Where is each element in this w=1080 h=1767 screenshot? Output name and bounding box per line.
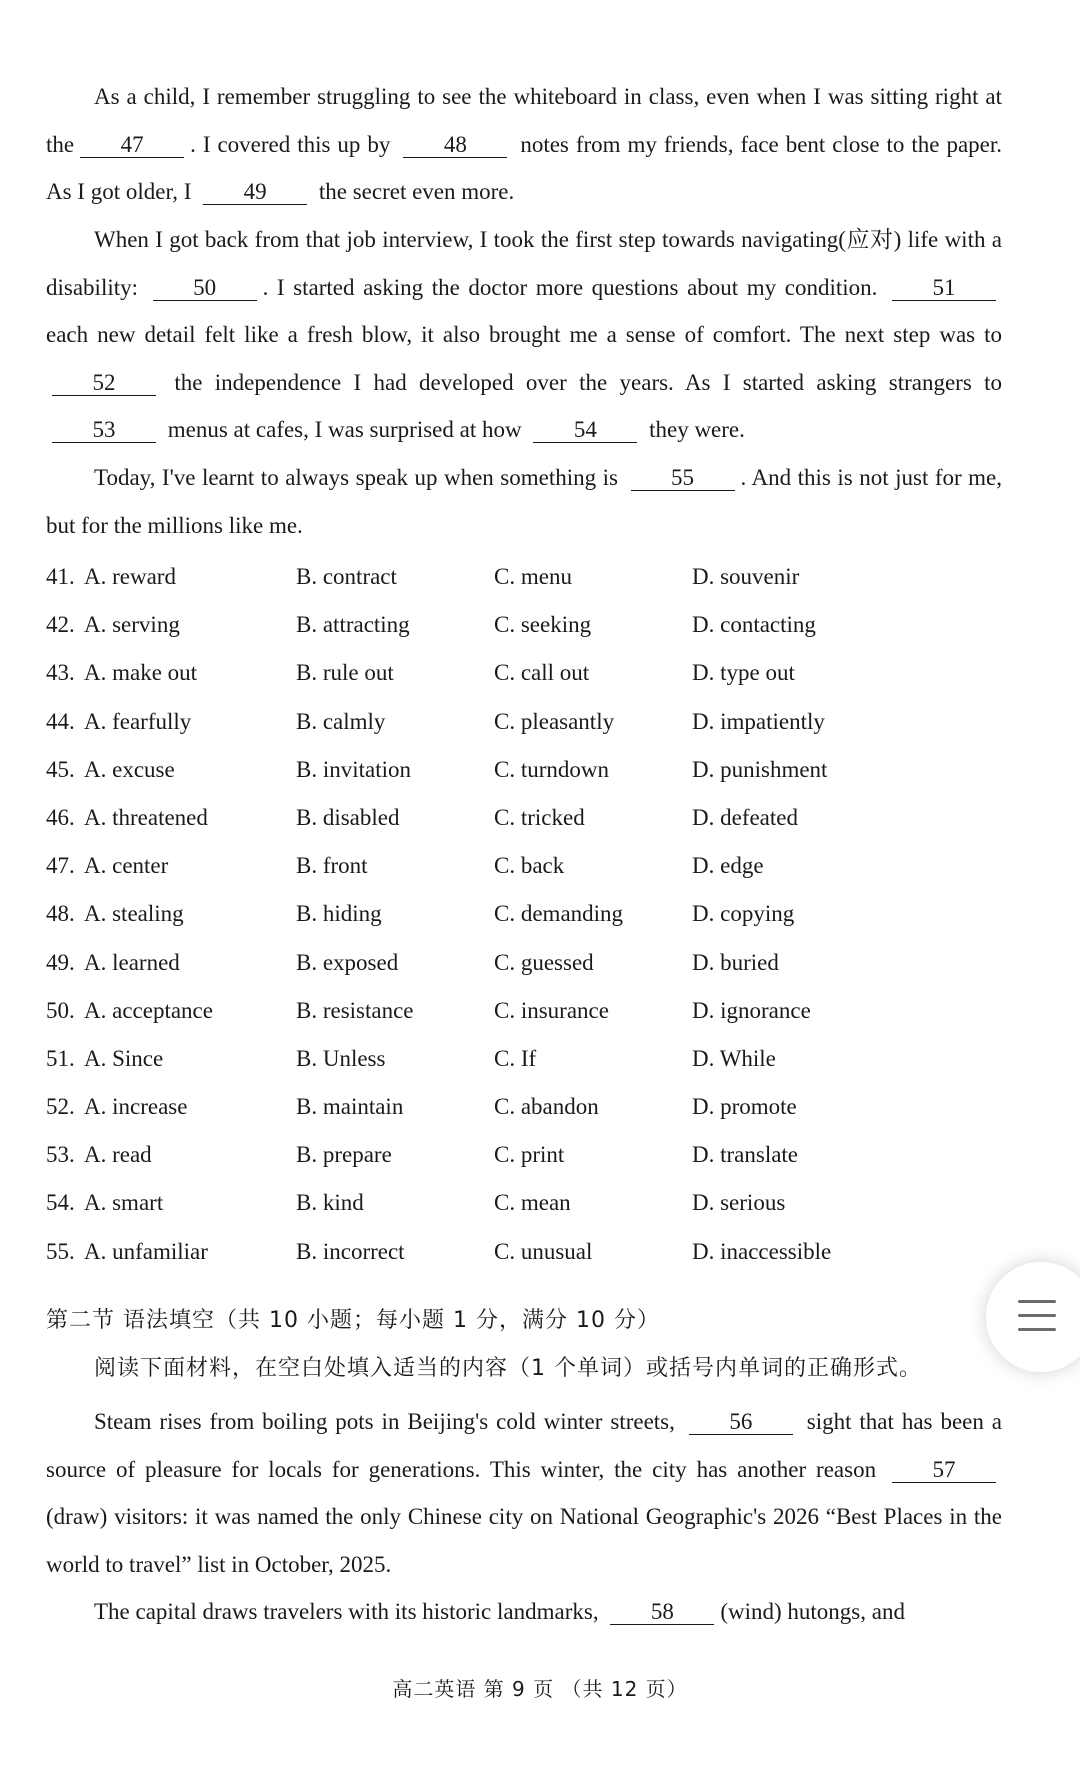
option-row <box>46 1094 946 1142</box>
option-row <box>46 564 946 612</box>
passage-text: The capital draws travelers with its historic landmarks, <box>94 1599 599 1624</box>
option-d: D. type out <box>692 660 795 686</box>
answer-blank: 51 <box>892 276 996 301</box>
option-c: C. demanding <box>494 901 624 927</box>
question-number: 53. <box>46 1142 75 1168</box>
floating-menu-button[interactable] <box>986 1262 1080 1372</box>
option-b: B. resistance <box>296 997 414 1023</box>
answer-blank: 52 <box>52 371 156 396</box>
passage-text: they were. <box>649 417 745 442</box>
option-b: B. attracting <box>296 612 410 638</box>
passage-text: When I got back from that job interview, I took the first step towards navigating(应对) life with a disability: <box>46 227 1002 300</box>
passage2-paragraph-1 <box>46 1398 1002 1588</box>
question-number: 47. <box>46 853 75 879</box>
option-d: D. impatiently <box>692 708 825 734</box>
option-c: C. insurance <box>494 997 609 1023</box>
option-row <box>46 950 946 998</box>
answer-blank: 56 <box>689 1410 793 1435</box>
passage-text: . And this is not just for me, but for the millions like me. <box>46 465 1003 538</box>
question-number: 48. <box>46 901 75 927</box>
option-a: A. Since <box>84 1045 164 1071</box>
question-number: 52. <box>46 1094 75 1120</box>
option-c: C. menu <box>494 564 572 589</box>
passage-text: each new detail felt like a fresh blow, it also brought me a sense of comfort. The next step was to <box>46 322 1002 347</box>
option-b: B. hiding <box>296 901 382 927</box>
question-number: 44. <box>46 708 75 734</box>
passage-text: the secret even more. <box>318 179 515 204</box>
passage-text: menus at cafes, I was surprised at how <box>167 417 522 442</box>
option-d: D. contacting <box>692 612 816 638</box>
option-b: B. rule out <box>296 660 394 686</box>
option-a: A. serving <box>84 612 180 638</box>
answer-blank: 53 <box>52 418 156 443</box>
answer-blank: 49 <box>203 180 307 205</box>
option-b: B. Unless <box>296 1045 386 1071</box>
question-number: 50. <box>46 997 75 1023</box>
answer-blank: 55 <box>631 466 735 491</box>
option-b: B. invitation <box>296 756 411 782</box>
option-d: D. While <box>692 1045 776 1071</box>
option-d: D. translate <box>692 1142 799 1168</box>
option-b: B. exposed <box>296 949 399 975</box>
option-d: D. edge <box>692 853 764 879</box>
option-row <box>46 709 946 757</box>
question-number: 42. <box>46 612 75 638</box>
option-d: D. inaccessible <box>692 1238 832 1264</box>
option-row <box>46 901 946 949</box>
answer-blank: 57 <box>892 1458 996 1483</box>
passage-paragraph-1 <box>46 73 1002 216</box>
option-c: C. mean <box>494 1190 571 1216</box>
option-row <box>46 998 946 1046</box>
option-row <box>46 1190 946 1238</box>
option-c: C. abandon <box>494 1094 599 1120</box>
option-row <box>46 1142 946 1190</box>
option-b: B. front <box>296 853 368 879</box>
answer-blank: 48 <box>403 133 507 158</box>
option-c: C. seeking <box>494 612 592 638</box>
option-row <box>46 612 946 660</box>
option-a: A. read <box>84 1142 152 1168</box>
option-c: C. turndown <box>494 756 609 782</box>
passage-text: As a child, I remember struggling to see the whiteboard in class, even when I was sitting right at the <box>46 84 1002 157</box>
option-row <box>46 1239 946 1287</box>
question-number: 45. <box>46 756 75 782</box>
passage-text: (wind) hutongs, and <box>720 1599 905 1624</box>
option-a: A. unfamiliar <box>84 1238 208 1264</box>
passage-text: . I started asking the doctor more questions about my condition. <box>262 274 878 300</box>
option-d: D. promote <box>692 1094 797 1120</box>
question-number: 41. <box>46 564 75 589</box>
passage-paragraph-3 <box>46 454 1002 549</box>
option-row <box>46 757 946 805</box>
options-list <box>46 564 946 1287</box>
answer-blank: 58 <box>610 1600 714 1625</box>
passage2-paragraph-2 <box>46 1588 1002 1636</box>
option-b: B. disabled <box>296 804 400 830</box>
option-a: A. center <box>84 853 169 879</box>
option-b: B. calmly <box>296 708 386 734</box>
option-row <box>46 660 946 708</box>
answer-blank: 47 <box>80 133 184 158</box>
passage-text: Steam rises from boiling pots in Beijing's cold winter streets, <box>94 1409 675 1434</box>
option-c: C. pleasantly <box>494 708 615 734</box>
option-c: C. print <box>494 1142 565 1168</box>
option-a: A. make out <box>84 660 198 686</box>
question-number: 46. <box>46 804 75 830</box>
option-b: B. kind <box>296 1190 364 1216</box>
option-row <box>46 1046 946 1094</box>
option-c: C. unusual <box>494 1238 593 1264</box>
question-number: 49. <box>46 949 75 975</box>
option-d: D. defeated <box>692 804 798 830</box>
page-footer: 高二英语 第 9 页 （共 12 页） <box>392 1677 688 1701</box>
option-a: A. threatened <box>84 804 208 830</box>
option-d: D. buried <box>692 949 779 975</box>
option-c: C. back <box>494 853 565 879</box>
option-c: C. If <box>494 1045 537 1071</box>
passage-paragraph-2 <box>46 216 1002 454</box>
option-b: B. contract <box>296 564 397 589</box>
passage-text: the independence I had developed over the years. As I started asking strangers to <box>174 369 1003 395</box>
option-b: B. maintain <box>296 1094 404 1120</box>
question-number: 51. <box>46 1045 75 1071</box>
question-number: 43. <box>46 660 75 686</box>
passage-text: sight that has been a source of pleasure for locals for generations. This winter, the city has another reason <box>46 1409 1003 1482</box>
option-a: A. reward <box>84 564 176 589</box>
section-instruction: 阅读下面材料，在空白处填入适当的内容（1 个单词）或括号内单词的正确形式。 <box>94 1356 922 1381</box>
option-d: D. serious <box>692 1190 786 1216</box>
option-b: B. prepare <box>296 1142 392 1168</box>
passage-text: notes from my friends, face bent close to the paper. As I got older, I <box>46 131 1002 204</box>
option-b: B. incorrect <box>296 1238 405 1264</box>
passage-text: . I covered this up by <box>190 131 391 157</box>
option-row <box>46 805 946 853</box>
option-c: C. guessed <box>494 949 594 975</box>
option-row <box>46 853 946 901</box>
option-d: D. copying <box>692 901 795 927</box>
option-d: D. ignorance <box>692 997 811 1023</box>
question-number: 54. <box>46 1190 75 1216</box>
passage-text: (draw) visitors: it was named the only Chinese city on National Geographic's 2026 “Best Places in the world to travel” list in October, 2025. <box>46 1504 1002 1577</box>
answer-blank: 54 <box>533 418 637 443</box>
option-a: A. increase <box>84 1094 188 1120</box>
section-heading: 第二节 语法填空（共 10 小题；每小题 1 分，满分 10 分） <box>46 1308 660 1333</box>
option-d: D. punishment <box>692 756 828 782</box>
option-d: D. souvenir <box>692 564 800 589</box>
question-number: 55. <box>46 1238 75 1264</box>
option-c: C. call out <box>494 660 590 686</box>
option-a: A. stealing <box>84 901 184 927</box>
option-a: A. smart <box>84 1190 164 1216</box>
answer-blank: 50 <box>153 276 257 301</box>
option-c: C. tricked <box>494 804 585 830</box>
option-a: A. excuse <box>84 756 175 782</box>
option-a: A. fearfully <box>84 708 192 734</box>
option-a: A. acceptance <box>84 997 213 1023</box>
passage-text: Today, I've learnt to always speak up when something is <box>94 465 618 490</box>
option-a: A. learned <box>84 949 180 975</box>
